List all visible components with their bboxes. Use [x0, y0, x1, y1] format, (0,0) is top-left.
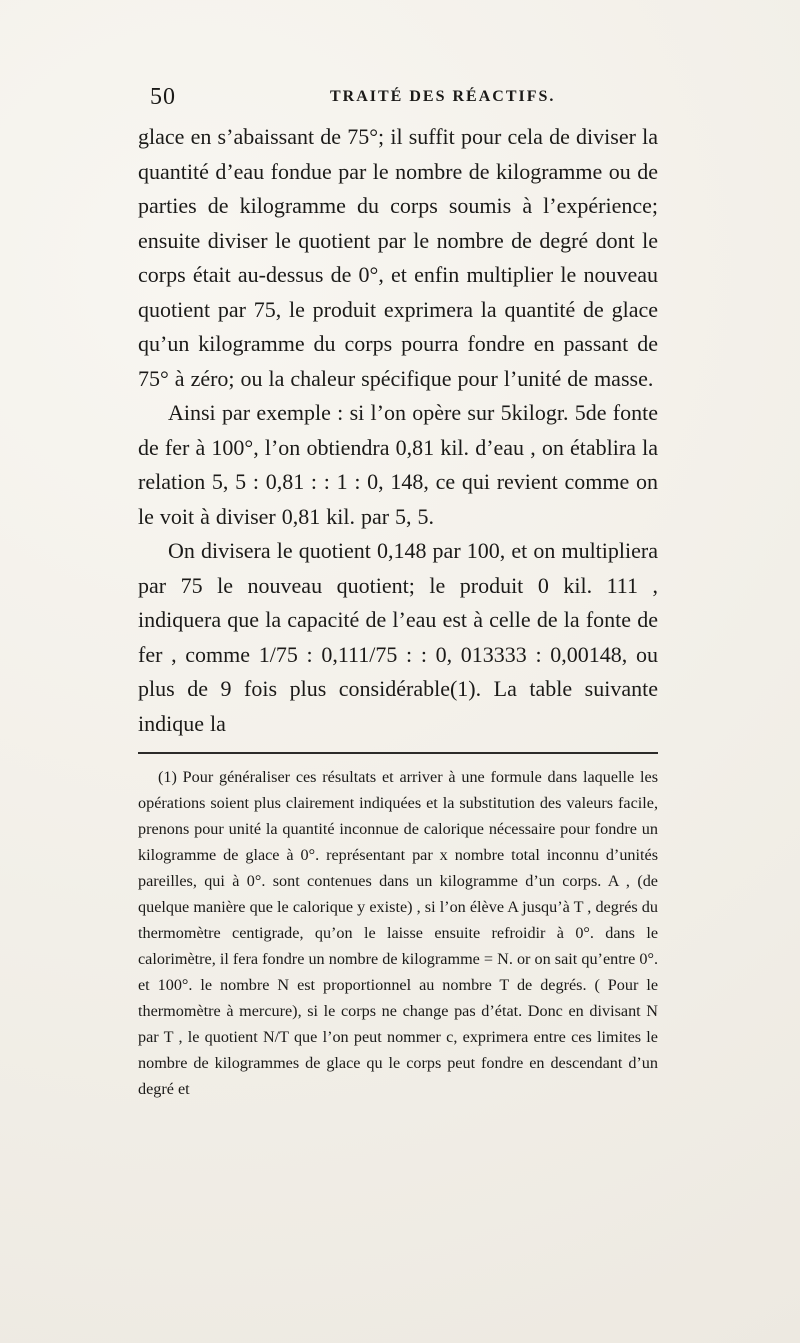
- paragraph-1: glace en s’abaissant de 75°; il suffit pour cela de diviser la quantité d’eau fondue par le nombre de kilogramme ou de parties de kilogramme du corps soumis à l’expérience; ensuite diviser le quotient par le nombre de degré dont le corps était au-dessus de 0°, et enfin multiplier le nouveau quotient par 75, le produit exprimera la quantité de glace qu’un kilogramme du corps pourra fondre en passant de 75° à zéro; ou la chaleur spécifique pour l’unité de masse.: [138, 124, 658, 391]
- footnote-rule: [138, 752, 658, 754]
- page-number: 50: [150, 84, 176, 110]
- page-header: [150, 84, 710, 114]
- paragraph-2: Ainsi par exemple : si l’on opère sur 5kilogr. 5de fonte de fer à 100°, l’on obtiendra 0,81 kil. d’eau , on établira la relation 5, 5 : 0,81 : : 1 : 0, 148, ce qui revient comme on le voit à diviser 0,81 kil. par 5, 5.: [138, 400, 658, 529]
- footnote-text: (1) Pour généraliser ces résultats et arriver à une formule dans laquelle les opérations soient plus clairement indiquées et la substitution des valeurs facile, prenons pour unité la quantité inconnue de calorique nécessaire pour fondre un kilogramme de glace à 0°. représentant par x nombre total inconnu d’unités pareilles, qui à 0°. sont contenues dans un kilogramme d’un corps. A , (de quelque manière que le calorique y existe) , si l’on élève A jusqu’à T , degrés du thermomètre centigrade, qu’on le laisse ensuite refroidir à 0°. dans le calorimètre, il fera fondre un nombre de kilogramme = N. or on sait qu’entre 0°. et 100°. le nombre N est proportionnel au nombre T de degrés. ( Pour le thermomètre à mercure), si le corps ne change pas d’état. Donc en divisant N par T , le quotient N/T que l’on peut nommer c, exprimera entre ces limites le nombre de kilogrammes de glace qu le corps peut fondre en descendant d’un degré et: [138, 768, 658, 1098]
- main-text: [138, 120, 658, 741]
- footnote: [138, 764, 658, 1102]
- paragraph-3: On divisera le quotient 0,148 par 100, et on multipliera par 75 le nouveau quotient; le produit 0 kil. 111 , indiquera que la capacité de l’eau est à celle de la fonte de fer , comme 1/75 : 0,111/75 : : 0, 013333 : 0,00148, ou plus de 9 fois plus considérable(1). La table suivante indique la: [138, 538, 658, 736]
- running-head: TRAITÉ DES RÉACTIFS.: [330, 88, 556, 105]
